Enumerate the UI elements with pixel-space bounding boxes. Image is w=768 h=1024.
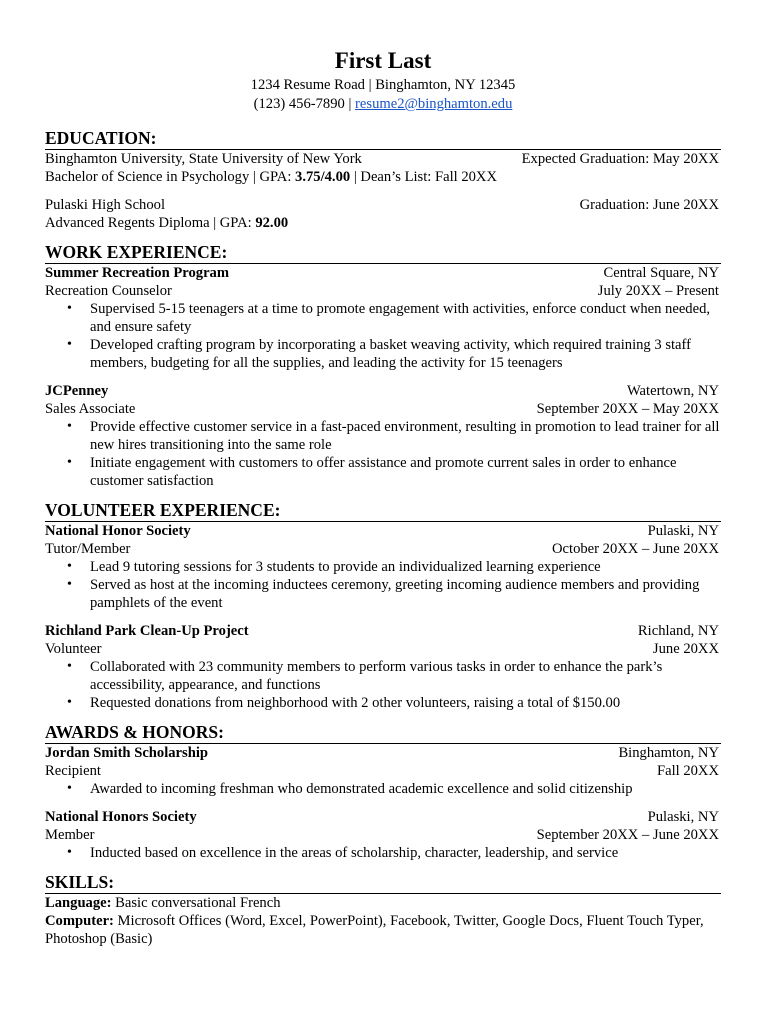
contact-line bbox=[45, 95, 721, 114]
date-range: Fall 20XX bbox=[656, 763, 719, 779]
work-entry bbox=[45, 382, 721, 490]
skills-title: SKILLS: bbox=[45, 871, 721, 894]
resume-header bbox=[45, 47, 721, 114]
bullet-item: • Inducted based on excellence in the areas of scholarship, character, leadership, and service bbox=[90, 844, 721, 862]
bullet-item: • Provide effective customer service in a fast-paced environment, resulting in promotion to lead trainer for all new hires transitioning into the same role bbox=[90, 418, 721, 454]
role-title: Volunteer bbox=[45, 641, 102, 657]
bullet-list bbox=[45, 844, 721, 862]
bullet-item: • Supervised 5-15 teenagers at a time to promote engagement with activities, enforce conduct when needed, and ensure safety bbox=[90, 300, 721, 336]
volunteer-entry bbox=[45, 622, 721, 712]
gpa-value: 3.75/4.00 bbox=[295, 169, 351, 185]
skill-computer bbox=[45, 912, 721, 948]
organization-name: Richland Park Clean-Up Project bbox=[45, 623, 249, 639]
graduation-date: Graduation: June 20XX bbox=[579, 197, 719, 213]
organization-name: National Honors Society bbox=[45, 809, 197, 825]
location: Richland, NY bbox=[637, 623, 719, 639]
location: Pulaski, NY bbox=[647, 523, 719, 539]
bullet-item: • Awarded to incoming freshman who demonstrated academic excellence and solid citizenship bbox=[90, 780, 721, 798]
awards-title: AWARDS & HONORS: bbox=[45, 721, 721, 744]
work-title: WORK EXPERIENCE: bbox=[45, 241, 721, 264]
organization-name: JCPenney bbox=[45, 383, 109, 399]
gpa-value: 92.00 bbox=[255, 215, 289, 231]
school-name: Pulaski High School bbox=[45, 197, 165, 213]
bullet-list bbox=[45, 658, 721, 712]
volunteer-section bbox=[45, 499, 721, 712]
awards-section bbox=[45, 721, 721, 862]
bullet-item: • Requested donations from neighborhood with 2 other volunteers, raising a total of $150.00 bbox=[90, 694, 721, 712]
bullet-item: • Served as host at the incoming inductees ceremony, greeting incoming audience members and providing pamphlets of the event bbox=[90, 576, 721, 612]
role-title: Member bbox=[45, 827, 95, 843]
bullet-list bbox=[45, 558, 721, 612]
role-title: Tutor/Member bbox=[45, 541, 131, 557]
organization-name: National Honor Society bbox=[45, 523, 191, 539]
date-range: September 20XX – May 20XX bbox=[536, 401, 719, 417]
bullet-item: • Lead 9 tutoring sessions for 3 students to provide an individualized learning experience bbox=[90, 558, 721, 576]
degree-line: Bachelor of Science in Psychology | GPA: 3.75/4.00 | Dean’s List: Fall 20XX bbox=[45, 169, 498, 185]
volunteer-entry bbox=[45, 522, 721, 612]
skill-text: Microsoft Offices (Word, Excel, PowerPoint), Facebook, Twitter, Google Docs, Fluent Touch Typer, Photoshop (Basic) bbox=[45, 913, 704, 947]
graduation-date: Expected Graduation: May 20XX bbox=[521, 151, 719, 167]
role-title: Recipient bbox=[45, 763, 101, 779]
skill-language bbox=[45, 894, 721, 912]
award-entry bbox=[45, 744, 721, 798]
role-title: Sales Associate bbox=[45, 401, 136, 417]
candidate-name: First Last bbox=[334, 48, 432, 73]
location: Watertown, NY bbox=[626, 383, 719, 399]
organization-name: Summer Recreation Program bbox=[45, 265, 229, 281]
skill-label: Computer: bbox=[45, 913, 114, 929]
education-entry bbox=[45, 196, 721, 232]
date-range: October 20XX – June 20XX bbox=[552, 541, 719, 557]
role-title: Recreation Counselor bbox=[45, 283, 172, 299]
skill-label: Language: bbox=[45, 895, 112, 911]
skill-text: Basic conversational French bbox=[111, 895, 281, 911]
email-link[interactable]: resume2@binghamton.edu bbox=[355, 96, 513, 112]
bullet-item: • Collaborated with 23 community members to perform various tasks in order to enhance the park’s accessibility, appearance, and functions bbox=[90, 658, 721, 694]
date-range: July 20XX – Present bbox=[597, 283, 719, 299]
bullet-item: • Initiate engagement with customers to offer assistance and promote current sales in order to enhance customer satisfaction bbox=[90, 454, 721, 490]
location: Pulaski, NY bbox=[647, 809, 719, 825]
work-section bbox=[45, 241, 721, 490]
bullet-list bbox=[45, 418, 721, 490]
education-entry bbox=[45, 150, 721, 186]
location: Central Square, NY bbox=[603, 265, 719, 281]
skills-section bbox=[45, 871, 721, 948]
bullet-item: • Developed crafting program by incorporating a basket weaving activity, which required training 3 staff members, budgeting for all the supplies, and leading the activity for 15 teenagers bbox=[90, 336, 721, 372]
education-section bbox=[45, 127, 721, 232]
education-title: EDUCATION: bbox=[45, 127, 721, 150]
location: Binghamton, NY bbox=[618, 745, 719, 761]
work-entry bbox=[45, 264, 721, 372]
degree-line: Advanced Regents Diploma | GPA: 92.00 bbox=[45, 215, 289, 231]
address-line: 1234 Resume Road | Binghamton, NY 12345 bbox=[250, 77, 516, 93]
bullet-list bbox=[45, 780, 721, 798]
school-name: Binghamton University, State University of New York bbox=[45, 151, 362, 167]
award-entry bbox=[45, 808, 721, 862]
date-range: September 20XX – June 20XX bbox=[536, 827, 719, 843]
organization-name: Jordan Smith Scholarship bbox=[45, 745, 209, 761]
volunteer-title: VOLUNTEER EXPERIENCE: bbox=[45, 499, 721, 522]
phone-number: (123) 456-7890 | bbox=[253, 96, 356, 112]
bullet-list bbox=[45, 300, 721, 372]
date-range: June 20XX bbox=[652, 641, 719, 657]
